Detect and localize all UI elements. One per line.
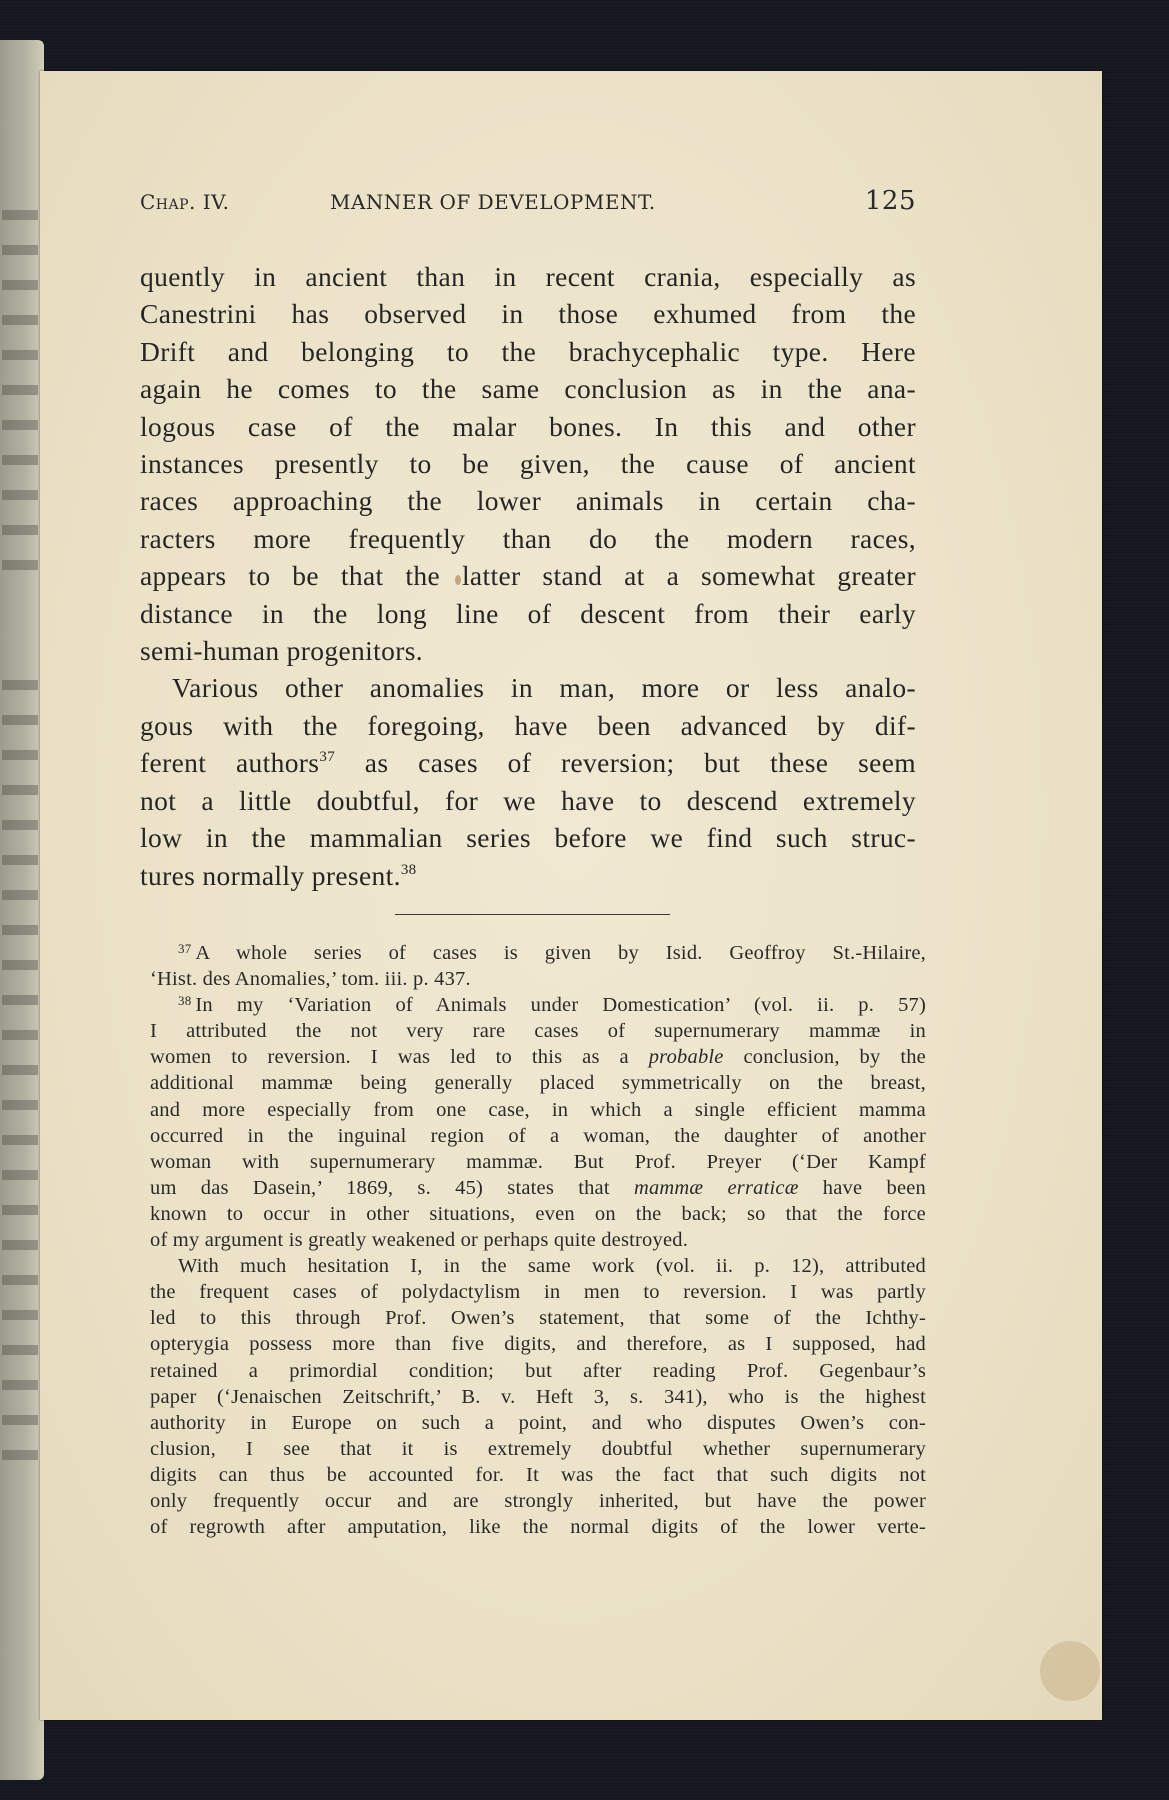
footnote-line: the frequent cases of polydactylism in men to reversion. I was partly	[150, 1281, 926, 1304]
ghost-text	[2, 385, 38, 395]
footnote-line: authority in Europe on such a point, and who disputes Owen’s con-	[150, 1411, 926, 1434]
footnotes	[150, 940, 926, 1540]
ghost-text	[2, 890, 38, 900]
footnote-line: With much hesitation I, in the same work (vol. ii. p. 12), attributed	[178, 1255, 926, 1278]
ghost-text	[2, 525, 38, 535]
ghost-text	[2, 280, 38, 290]
footnote-line: opterygia possess more than five digits, and therefore, as I supposed, had	[150, 1333, 926, 1356]
text-line: Various other anomalies in man, more or less analo-	[172, 672, 916, 704]
ghost-text	[2, 490, 38, 500]
page-number: 125	[864, 186, 916, 216]
ghost-text	[2, 785, 38, 795]
main-text	[140, 258, 916, 894]
chapter-title: MANNER OF DEVELOPMENT.	[330, 190, 656, 214]
ghost-text	[2, 1205, 38, 1215]
text-line: instances presently to be given, the cause of ancient	[140, 448, 916, 480]
footnote-37	[150, 940, 926, 966]
text-fragment: tures normally present.	[140, 859, 401, 891]
footnote-number: 38	[178, 993, 192, 1009]
text-line	[140, 857, 916, 894]
ghost-text	[2, 1275, 38, 1285]
ghost-text	[2, 420, 38, 430]
footnote-line	[150, 1044, 926, 1070]
footnote-line: occurred in the inguinal region of a woman, the daughter of another	[150, 1124, 926, 1147]
ghost-text	[2, 995, 38, 1005]
ghost-text	[2, 680, 38, 690]
text-line: not a little doubtful, for we have to descend extremely	[140, 784, 916, 816]
ghost-text	[2, 855, 38, 865]
ghost-text	[2, 1065, 38, 1075]
footnote-line: woman with supernumerary mammæ. But Prof. Preyer (‘Der Kampf	[150, 1150, 926, 1173]
adjacent-page-edge	[0, 40, 44, 1780]
footnote-line: of my argument is greatly weakened or perhaps quite destroyed.	[150, 1229, 689, 1252]
ghost-text	[2, 350, 38, 360]
text-line: races approaching the lower animals in certain cha-	[140, 485, 916, 517]
ghost-text	[2, 1345, 38, 1355]
text-line: gous with the foregoing, have been advanced by dif-	[140, 709, 916, 741]
ghost-text	[2, 1380, 38, 1390]
ghost-text	[2, 925, 38, 935]
ghost-text	[2, 560, 38, 570]
footnote-line: I attributed the not very rare cases of supernumerary mammæ in	[150, 1020, 926, 1043]
text-line: appears to be that the latter stand at a somewhat greater	[140, 560, 916, 592]
ghost-text	[2, 245, 38, 255]
footnote-line: retained a primordial condition; but after reading Prof. Gegenbaur’s	[150, 1359, 926, 1382]
footnote-line	[150, 1175, 926, 1201]
footnote-line: and more especially from one case, in which a single efficient mamma	[150, 1098, 926, 1121]
footnote-line: additional mammæ being generally placed symmetrically on the breast,	[150, 1072, 926, 1095]
text-fragment: as cases of reversion; but these seem	[335, 747, 916, 779]
footnote-line: of regrowth after amputation, like the normal digits of the lower verte-	[150, 1516, 926, 1539]
text-fragment: ferent authors	[140, 747, 320, 779]
ghost-text	[2, 315, 38, 325]
text-line: racters more frequently than do the modern races,	[140, 522, 916, 554]
text-fragment: women to reversion. I was led to this as a	[150, 1046, 649, 1069]
footnote-line: ‘Hist. des Anomalies,’ tom. iii. p. 437.	[150, 968, 471, 991]
footnote-divider	[395, 914, 670, 915]
text-line: Drift and belonging to the brachycephalic type. Here	[140, 335, 916, 367]
ghost-text	[2, 750, 38, 760]
text-line: semi-human progenitors.	[140, 635, 423, 667]
footnote-line: led to this through Prof. Owen’s statement, that some of the Ichthy-	[150, 1307, 926, 1330]
ghost-text	[2, 1240, 38, 1250]
text-fragment: um das Dasein,’ 1869, s. 45) states that	[150, 1176, 634, 1199]
ghost-text	[2, 1415, 38, 1425]
text-fragment: In my ‘Variation of Animals under Domestication’ (vol. ii. p. 57)	[195, 994, 926, 1017]
ghost-text	[2, 715, 38, 725]
paper-stain	[1040, 1641, 1100, 1701]
footnote-line: only frequently occur and are strongly inherited, but have the power	[150, 1489, 926, 1512]
footnote-ref-38[interactable]: 38	[400, 861, 417, 878]
text-line: logous case of the malar bones. In this and other	[140, 410, 916, 442]
footnote-line: digits can thus be accounted for. It was the fact that such digits not	[150, 1463, 926, 1486]
running-head	[140, 186, 916, 218]
ghost-text	[2, 1030, 38, 1040]
footnote-ref-37[interactable]: 37	[319, 749, 336, 766]
ghost-text	[2, 1450, 38, 1460]
chapter-label: Chap. IV.	[140, 190, 230, 214]
italic-text: mammæ erraticæ	[633, 1176, 799, 1199]
ghost-text	[2, 1170, 38, 1180]
footnote-line: paper (‘Jenaischen Zeitschrift,’ B. v. Heft 3, s. 341), who is the highest	[150, 1385, 926, 1408]
footnote-line: known to occur in other situations, even on the back; so that the force	[150, 1202, 926, 1225]
text-fragment: have been	[798, 1176, 927, 1199]
ghost-text	[2, 1100, 38, 1110]
footnote-38	[150, 992, 926, 1018]
italic-text: probable	[648, 1046, 724, 1069]
text-line: distance in the long line of descent from their early	[140, 597, 916, 629]
ghost-text	[2, 1135, 38, 1145]
text-line	[140, 744, 916, 781]
text-line: low in the mammalian series before we find such struc-	[140, 822, 916, 854]
ghost-text	[2, 455, 38, 465]
ghost-text	[2, 210, 38, 220]
ghost-text	[2, 1310, 38, 1320]
text-fragment: A whole series of cases is given by Isid. Geoffroy St.-Hilaire,	[195, 942, 926, 964]
ghost-text	[2, 960, 38, 970]
footnote-line: clusion, I see that it is extremely doubtful whether supernumerary	[150, 1437, 926, 1460]
text-line: again he comes to the same conclusion as in the ana-	[140, 373, 916, 405]
ghost-text	[2, 820, 38, 830]
footnote-number: 37	[178, 941, 192, 956]
text-fragment: conclusion, by the	[723, 1046, 926, 1069]
text-line: quently in ancient than in recent crania, especially as	[140, 261, 916, 292]
text-line: Canestrini has observed in those exhumed from the	[140, 298, 916, 330]
